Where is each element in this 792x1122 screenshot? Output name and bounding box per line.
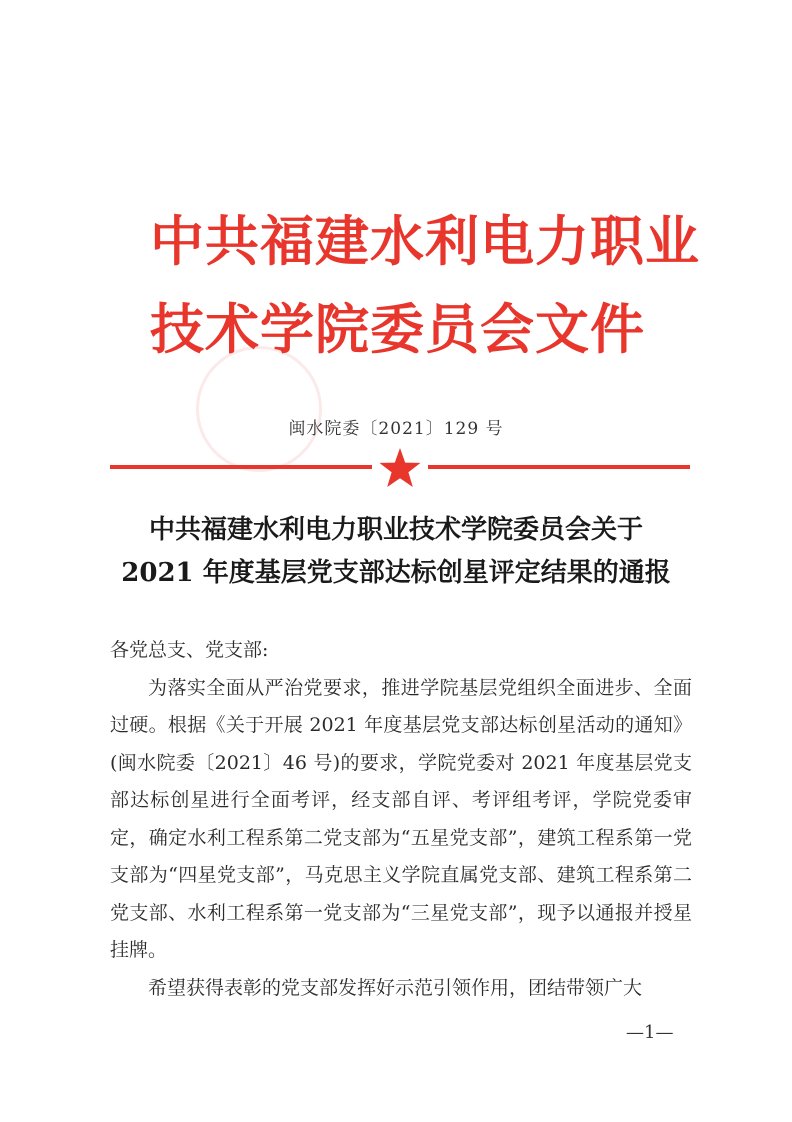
salutation: 各党总支、党支部: (110, 639, 269, 661)
red-divider-left (110, 465, 372, 469)
document-header-line-1: 中共福建水利电力职业 (150, 210, 700, 273)
notice-title-line-1: 中共福建水利电力职业技术学院委员会关于 (148, 515, 643, 545)
document-header-line-2: 技术学院委员会文件 (150, 298, 645, 361)
notice-title-line-2: 2021 年度基层党支部达标创星评定结果的通报 (121, 558, 671, 588)
document-number: 闽水院委〔2021〕129 号 (288, 419, 504, 439)
page-number: —1— (626, 1022, 674, 1043)
faint-seal-mark (196, 346, 322, 472)
notice-body (110, 632, 692, 1007)
red-star-icon (378, 447, 422, 489)
body-paragraph-1: 为落实全面从严治党要求，推进学院基层党组织全面进步、全面过硬。根据《关于开展 2021 年度基层党支部达标创星活动的通知》(闽水院委〔2021〕46 号)的要求，学院党委对 2021 年度基层党支部达标创星进行全面考评，经支部自评、考评组考评，学院党委审定，确定水利工程系第二党支部为“五星党支部”，建筑工程系第一党支部为“四星党支部”，马克思主义学院直属党支部、建筑工程系第二党支部、水利工程系第一党支部为“三星党支部”，现予以通报并授星挂牌。 (110, 676, 692, 961)
red-divider-right (428, 465, 690, 469)
body-paragraph-2: 希望获得表彰的党支部发挥好示范引领作用，团结带领广大 (148, 976, 643, 999)
